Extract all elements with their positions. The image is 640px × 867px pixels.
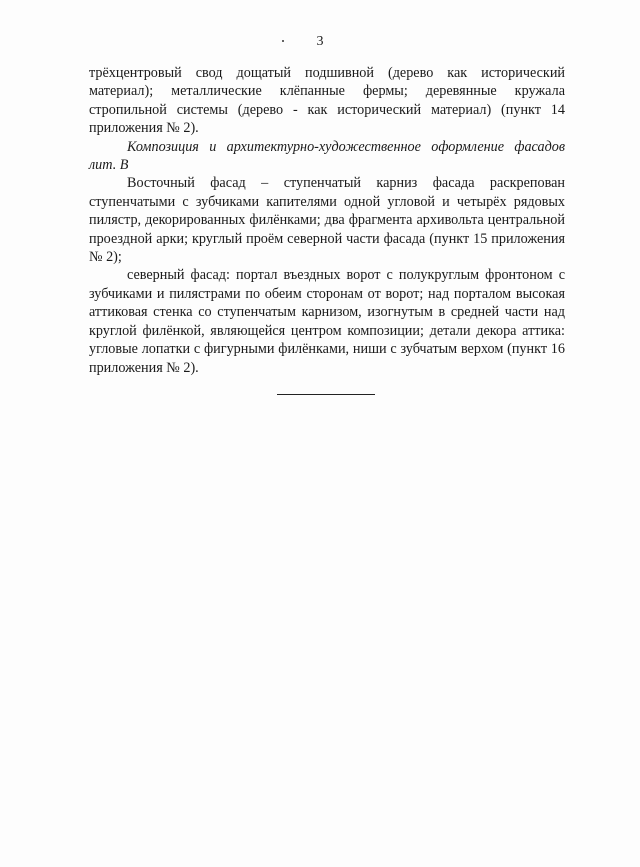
paragraph-north-facade: северный фасад: портал въездных ворот с полукруглым фронтоном с зубчиками и пилястрами по обеим сторонам от ворот; над порталом высокая аттиковая стенка со ступенчатым карнизом, изогнутым в средней части над круглой филёнкой, являющейся центром композиции; детали декора аттика: угловые лопатки с фигурными филёнками, ниши с зубчатым верхом (пункт 16 приложения № 2). <box>89 267 565 376</box>
paragraph-east-facade: Восточный фасад – ступенчатый карниз фасада раскрепован ступенчатыми с зубчиками капителями одной угловой и четырёх рядовых пилястр, декорированных филёнками; два фрагмента архивольта центральной проездной арки; круглый проём северной части фасада (пункт 15 приложения № 2); <box>89 175 565 266</box>
section-heading-facades: Композиция и архитектурно-художественное оформление фасадов лит. В <box>89 138 565 174</box>
end-separator-line <box>277 394 375 395</box>
page-number: 3 <box>316 34 324 49</box>
paragraph-roof-structure: трёхцентровый свод дощатый подшивной (дерево как исторический материал); металлические клёпанные фермы; деревянные кружала стропильной системы (дерево - как исторический материал) (пункт 14 приложения № 2). <box>89 65 565 137</box>
document-body <box>89 64 565 377</box>
